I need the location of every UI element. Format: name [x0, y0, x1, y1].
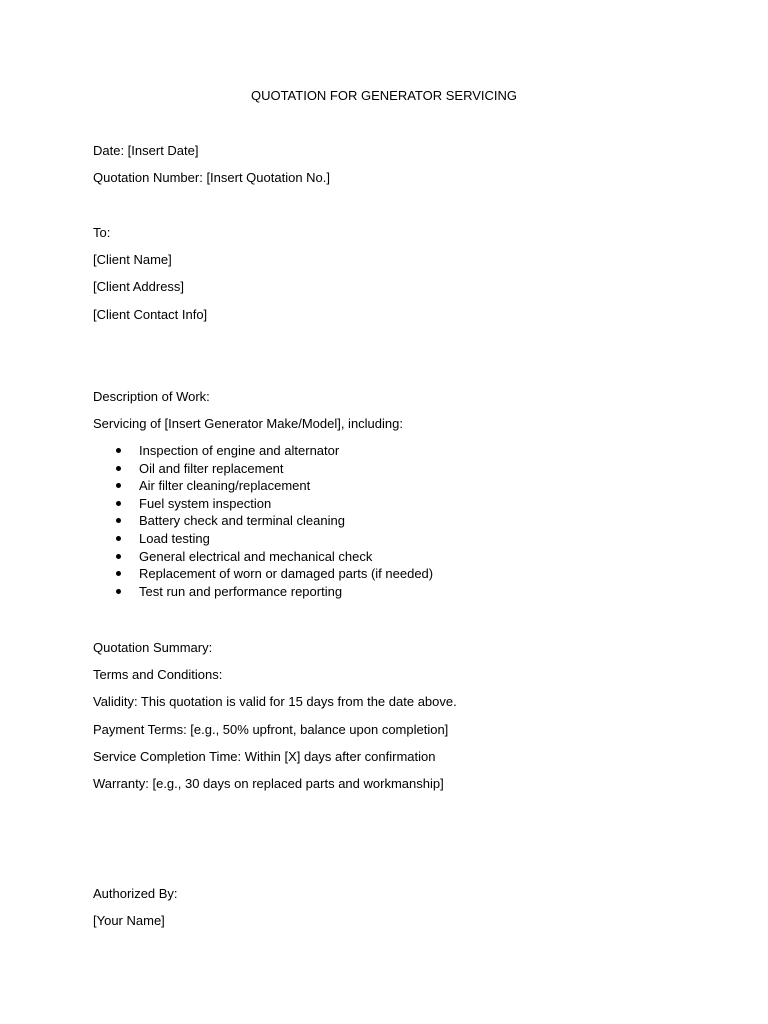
bullet-icon: [116, 571, 121, 576]
to-label: To:: [93, 225, 111, 240]
payment-terms-line: Payment Terms: [e.g., 50% upfront, balance upon completion]: [93, 722, 449, 737]
date-line: Date: [Insert Date]: [93, 143, 199, 158]
quotation-number-line: Quotation Number: [Insert Quotation No.]: [93, 170, 331, 185]
validity-line: Validity: This quotation is valid for 15 days from the date above.: [93, 694, 457, 709]
completion-time-line: Service Completion Time: Within [X] days after confirmation: [93, 749, 436, 764]
list-item-text: Test run and performance reporting: [139, 583, 343, 599]
document-title: QUOTATION FOR GENERATOR SERVICING: [250, 88, 518, 103]
bullet-icon: [116, 554, 121, 559]
warranty-line: Warranty: [e.g., 30 days on replaced parts and workmanship]: [93, 776, 444, 791]
quotation-summary-heading: Quotation Summary:: [93, 640, 213, 655]
bullet-icon: [116, 466, 121, 471]
servicing-intro: Servicing of [Insert Generator Make/Model], including:: [93, 416, 403, 431]
list-item-text: Air filter cleaning/replacement: [139, 478, 311, 494]
client-contact: [Client Contact Info]: [93, 307, 208, 322]
list-item-text: Fuel system inspection: [139, 495, 272, 511]
bullet-icon: [116, 536, 121, 541]
client-address: [Client Address]: [93, 279, 185, 294]
list-item-text: Inspection of engine and alternator: [139, 443, 340, 458]
list-item-text: Replacement of worn or damaged parts (if needed): [139, 566, 434, 582]
bullet-icon: [116, 501, 121, 506]
bullet-icon: [116, 483, 121, 488]
list-item-text: Load testing: [139, 530, 210, 546]
list-item-text: Oil and filter replacement: [139, 460, 284, 476]
description-heading: Description of Work:: [93, 389, 210, 404]
bullet-icon: [116, 589, 121, 594]
your-name: [Your Name]: [93, 913, 165, 928]
list-item-text: Battery check and terminal cleaning: [139, 513, 345, 529]
authorized-by-label: Authorized By:: [93, 886, 178, 901]
client-name: [Client Name]: [93, 252, 172, 267]
bullet-icon: [116, 518, 121, 523]
bullet-icon: [116, 448, 121, 453]
terms-heading: Terms and Conditions:: [93, 667, 223, 682]
list-item-text: General electrical and mechanical check: [139, 548, 373, 564]
